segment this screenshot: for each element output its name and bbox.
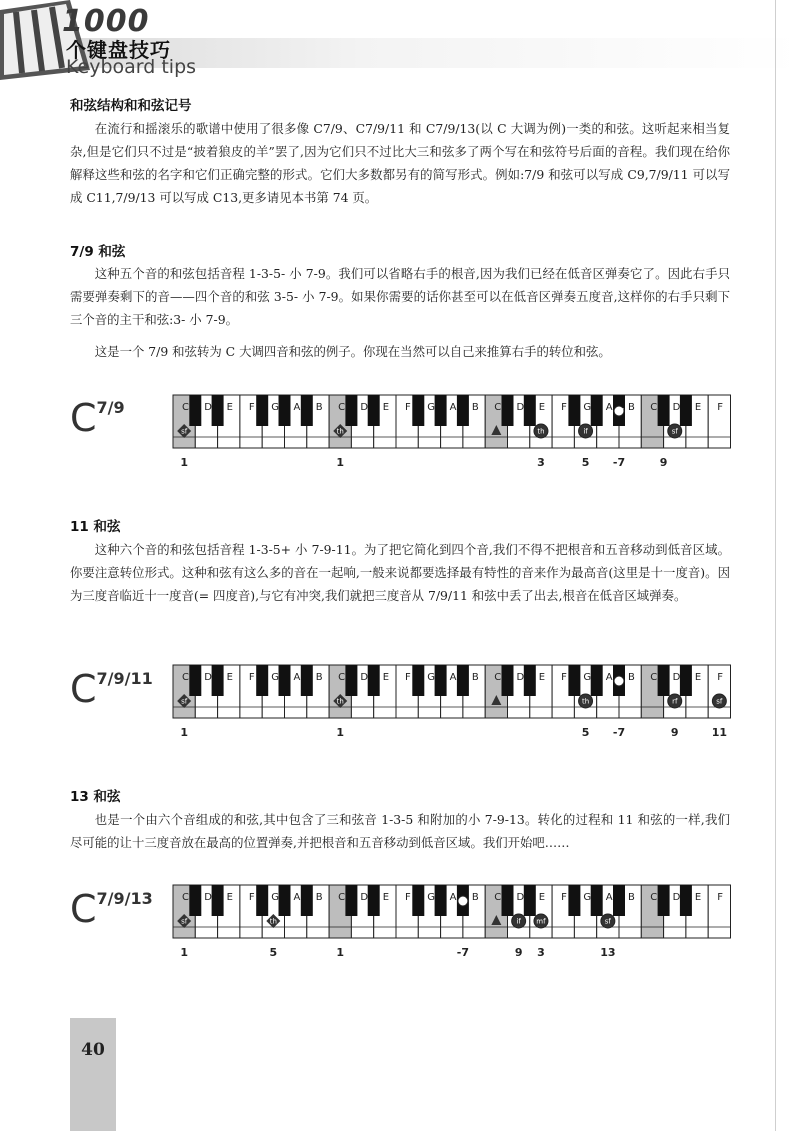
interval-number: 13: [600, 946, 616, 959]
finger-label: sf: [604, 917, 611, 926]
paragraph-intro: 在流行和摇滚乐的歌谱中使用了很多像 C7/9、C7/9/11 和 C7/9/13(以 C 大调为例)一类的和弦。这听起来相当复杂,但是它们只不过是“披着狼皮的羊”罢了,因为它们只不过比大三和弦多了两个写在和弦符号后面的音程。我们现在给你解释这些和弦的名字和它们正确完整的形式。它们大多数都另有的简写形式。例如:7/9 和弦可以写成 C9,7/9/11 可以写成 C11,7/9/13 可以写成 C13,更多请见本书第 74 页。: [70, 121, 730, 205]
black-key: [412, 665, 424, 696]
chord-symbol-c7913: [70, 887, 153, 931]
interval-number: 3: [537, 946, 545, 959]
paragraph-79-b: 这是一个 7/9 和弦转为 C 大调四音和弦的例子。你现在当然可以自己来推算右手的转位和弦。: [94, 344, 611, 359]
key-letter: F: [561, 892, 567, 903]
black-key: [658, 665, 670, 696]
black-key: [524, 395, 536, 426]
key-letter: D: [360, 892, 369, 903]
interval-number: 1: [180, 946, 188, 959]
key-letter: B: [471, 402, 479, 413]
black-key: [524, 885, 536, 916]
keyboard-diagram-c79: [172, 394, 732, 476]
keyboard-diagram-c7913: [172, 884, 732, 966]
key-letter: F: [561, 402, 567, 413]
key-letter: E: [538, 892, 546, 903]
black-key: [658, 885, 670, 916]
chord-root: C: [70, 887, 97, 931]
chord-symbol-c7911: [70, 667, 153, 711]
interval-number: 1: [336, 456, 345, 469]
key-letter: B: [315, 892, 323, 903]
key-letter: E: [538, 672, 546, 683]
keyboard-diagram-c7911: [172, 664, 732, 746]
interval-number: 1: [180, 726, 188, 739]
key-letter: G: [427, 892, 436, 903]
brand-title-en: Keyboard tips: [66, 56, 197, 78]
key-letter: G: [271, 892, 279, 903]
key-letter: F: [405, 892, 411, 903]
interval-number: -7: [612, 726, 626, 739]
key-letter: B: [471, 672, 479, 683]
key-letter: G: [583, 892, 592, 903]
section-heading-intro: 和弦结构和和弦记号: [70, 98, 192, 114]
interval-number: 5: [581, 456, 590, 469]
black-key: [680, 395, 692, 426]
section-heading-79: 7/9 和弦: [70, 244, 126, 260]
chord-symbol-c79: [70, 396, 125, 440]
black-key: [680, 665, 692, 696]
key-letter: B: [628, 672, 635, 683]
black-key: [658, 395, 670, 426]
black-key: [412, 395, 424, 426]
key-letter: F: [248, 402, 255, 413]
page-number: 40: [81, 1040, 105, 1060]
chord-extension: 7/9/11: [96, 669, 153, 688]
black-key: [256, 885, 268, 916]
key-letter: A: [293, 892, 301, 903]
key-letter: A: [449, 892, 457, 903]
key-letter: A: [293, 672, 301, 683]
key-letter: B: [315, 402, 323, 413]
key-letter: B: [471, 892, 479, 903]
key-letter: A: [449, 672, 457, 683]
finger-label: sf: [181, 697, 188, 706]
black-key: [524, 665, 536, 696]
finger-label: if: [516, 917, 521, 926]
key-letter: F: [248, 672, 255, 683]
finger-label: th: [336, 697, 344, 706]
interval-number: 11: [711, 726, 728, 739]
black-key: [568, 395, 580, 426]
keyboard-svg: [172, 884, 732, 966]
page-edge-rule: [775, 0, 776, 1131]
key-letter: C: [494, 892, 502, 903]
key-letter: A: [605, 402, 613, 413]
black-key: [502, 885, 514, 916]
black-key: [279, 395, 291, 426]
black-key: [457, 395, 469, 426]
key-letter: G: [583, 672, 592, 683]
black-key: [502, 395, 514, 426]
key-letter: E: [226, 892, 233, 903]
key-letter: F: [717, 892, 723, 903]
key-letter: C: [650, 402, 658, 413]
black-key: [568, 665, 580, 696]
black-key: [345, 665, 357, 696]
black-key: [591, 885, 603, 916]
key-letter: C: [494, 402, 502, 413]
black-key: [279, 665, 291, 696]
key-letter: E: [226, 402, 233, 413]
key-letter: D: [516, 672, 525, 683]
interval-number: 9: [514, 946, 523, 959]
key-letter: B: [315, 672, 323, 683]
keyboard-svg: [172, 664, 732, 746]
paragraph-11: 这种六个音的和弦包括音程 1-3-5+ 小 7-9-11。为了把它简化到四个音,我们不得不把根音和五音移动到低音区域。你要注意转位形式。这种和弦有这么多的音在一起响,一般来说都要选择最有特性的音来作为最高音(这里是十一度音)。因为三度音临近十一度音(= 四度音),与它有冲突,我们就把三度音从 7/9/11 和弦中丢了出去,根音在低音区域弹奏。: [70, 542, 730, 603]
black-key: [457, 665, 469, 696]
key-letter: D: [516, 402, 525, 413]
key-letter: D: [360, 672, 369, 683]
black-key: [301, 395, 313, 426]
finger-label: th: [459, 897, 467, 906]
chord-root: C: [70, 396, 97, 440]
black-key: [189, 885, 201, 916]
finger-label: if: [616, 677, 622, 686]
interval-number: 1: [336, 946, 345, 959]
key-letter: G: [427, 402, 436, 413]
black-key: [212, 395, 224, 426]
key-letter: A: [605, 672, 613, 683]
key-letter: C: [650, 892, 658, 903]
black-key: [345, 395, 357, 426]
black-key: [591, 665, 603, 696]
key-letter: C: [338, 892, 346, 903]
key-letter: A: [449, 402, 457, 413]
key-letter: D: [672, 892, 681, 903]
finger-label: sf: [716, 697, 723, 706]
interval-number: 5: [581, 726, 590, 739]
black-key: [212, 885, 224, 916]
black-key: [435, 885, 447, 916]
section-heading-11: 11 和弦: [70, 519, 121, 535]
black-key: [279, 885, 291, 916]
finger-label: th: [581, 697, 590, 706]
key-letter: F: [561, 672, 567, 683]
black-key: [256, 665, 268, 696]
interval-number: 1: [180, 456, 188, 469]
key-letter: E: [382, 892, 390, 903]
finger-label: sf: [181, 427, 188, 436]
interval-number: 9: [670, 726, 679, 739]
key-letter: B: [628, 892, 635, 903]
key-letter: C: [182, 672, 189, 683]
key-letter: C: [650, 672, 658, 683]
black-key: [189, 665, 201, 696]
key-letter: E: [382, 402, 390, 413]
finger-label: rf: [672, 697, 678, 706]
black-key: [368, 885, 380, 916]
key-letter: C: [494, 672, 502, 683]
brand-number: 1000: [62, 4, 150, 39]
finger-label: sf: [671, 427, 678, 436]
black-key: [613, 885, 625, 916]
key-letter: E: [694, 402, 702, 413]
interval-number: 3: [537, 456, 545, 469]
keyboard-svg: [172, 394, 732, 476]
key-letter: D: [204, 402, 213, 413]
black-key: [591, 395, 603, 426]
finger-label: sf: [181, 917, 188, 926]
key-letter: A: [293, 402, 301, 413]
key-letter: C: [338, 402, 346, 413]
black-key: [301, 885, 313, 916]
key-letter: A: [605, 892, 613, 903]
key-letter: G: [427, 672, 436, 683]
key-letter: G: [271, 402, 279, 413]
black-key: [301, 665, 313, 696]
key-letter: D: [204, 672, 213, 683]
black-key: [212, 665, 224, 696]
finger-label: th: [537, 427, 545, 436]
black-key: [368, 665, 380, 696]
chord-extension: 7/9/13: [96, 889, 153, 908]
black-key: [189, 395, 201, 426]
finger-label: if: [583, 427, 588, 436]
key-letter: F: [717, 402, 723, 413]
page-header: [0, 0, 800, 80]
brand-title-cn: 个键盘技巧: [66, 38, 171, 62]
key-letter: F: [405, 402, 411, 413]
key-letter: D: [360, 402, 369, 413]
key-letter: G: [583, 402, 592, 413]
key-letter: E: [382, 672, 390, 683]
black-key: [435, 395, 447, 426]
key-letter: C: [182, 892, 189, 903]
finger-label: th: [269, 917, 277, 926]
key-letter: E: [694, 672, 702, 683]
finger-label: mf: [614, 407, 624, 416]
key-letter: E: [226, 672, 233, 683]
key-letter: F: [248, 892, 255, 903]
black-key: [412, 885, 424, 916]
black-key: [680, 885, 692, 916]
paragraph-79-a: 这种五个音的和弦包括音程 1-3-5- 小 7-9。我们可以省略右手的根音,因为我们已经在低音区弹奏它了。因此右手只需要弹奏剩下的音——四个音的和弦 3-5- 小 7-9。如果你需要的话你甚至可以在低音区弹奏五度音,这样你的右手只剩下三个音的主干和弦:3- 小 7-9。: [70, 266, 730, 327]
key-letter: G: [271, 672, 279, 683]
section-heading-13: 13 和弦: [70, 789, 121, 805]
chord-extension: 7/9: [96, 398, 125, 417]
key-letter: C: [182, 402, 189, 413]
page-number-tab: [70, 1018, 116, 1131]
black-key: [256, 395, 268, 426]
chord-root: C: [70, 667, 97, 711]
key-letter: D: [672, 672, 681, 683]
interval-number: 9: [659, 456, 668, 469]
key-letter: B: [628, 402, 635, 413]
black-key: [435, 665, 447, 696]
key-letter: D: [516, 892, 525, 903]
key-letter: D: [204, 892, 213, 903]
key-letter: F: [717, 672, 723, 683]
black-key: [345, 885, 357, 916]
interval-number: -7: [456, 946, 470, 959]
interval-number: 5: [269, 946, 278, 959]
key-letter: E: [538, 402, 546, 413]
paragraph-13: 也是一个由六个音组成的和弦,其中包含了三和弦音 1-3-5 和附加的小 7-9-13。转化的过程和 11 和弦的一样,我们尽可能的让十三度音放在最高的位置弹奏,并把根音和五音移动到低音区域。我们开始吧……: [70, 812, 730, 850]
black-key: [368, 395, 380, 426]
key-letter: F: [405, 672, 411, 683]
key-letter: E: [694, 892, 702, 903]
key-letter: D: [672, 402, 681, 413]
finger-label: th: [336, 427, 344, 436]
interval-number: 1: [336, 726, 345, 739]
interval-number: -7: [612, 456, 626, 469]
black-key: [568, 885, 580, 916]
black-key: [502, 665, 514, 696]
key-letter: C: [338, 672, 346, 683]
finger-label: mf: [536, 917, 546, 926]
